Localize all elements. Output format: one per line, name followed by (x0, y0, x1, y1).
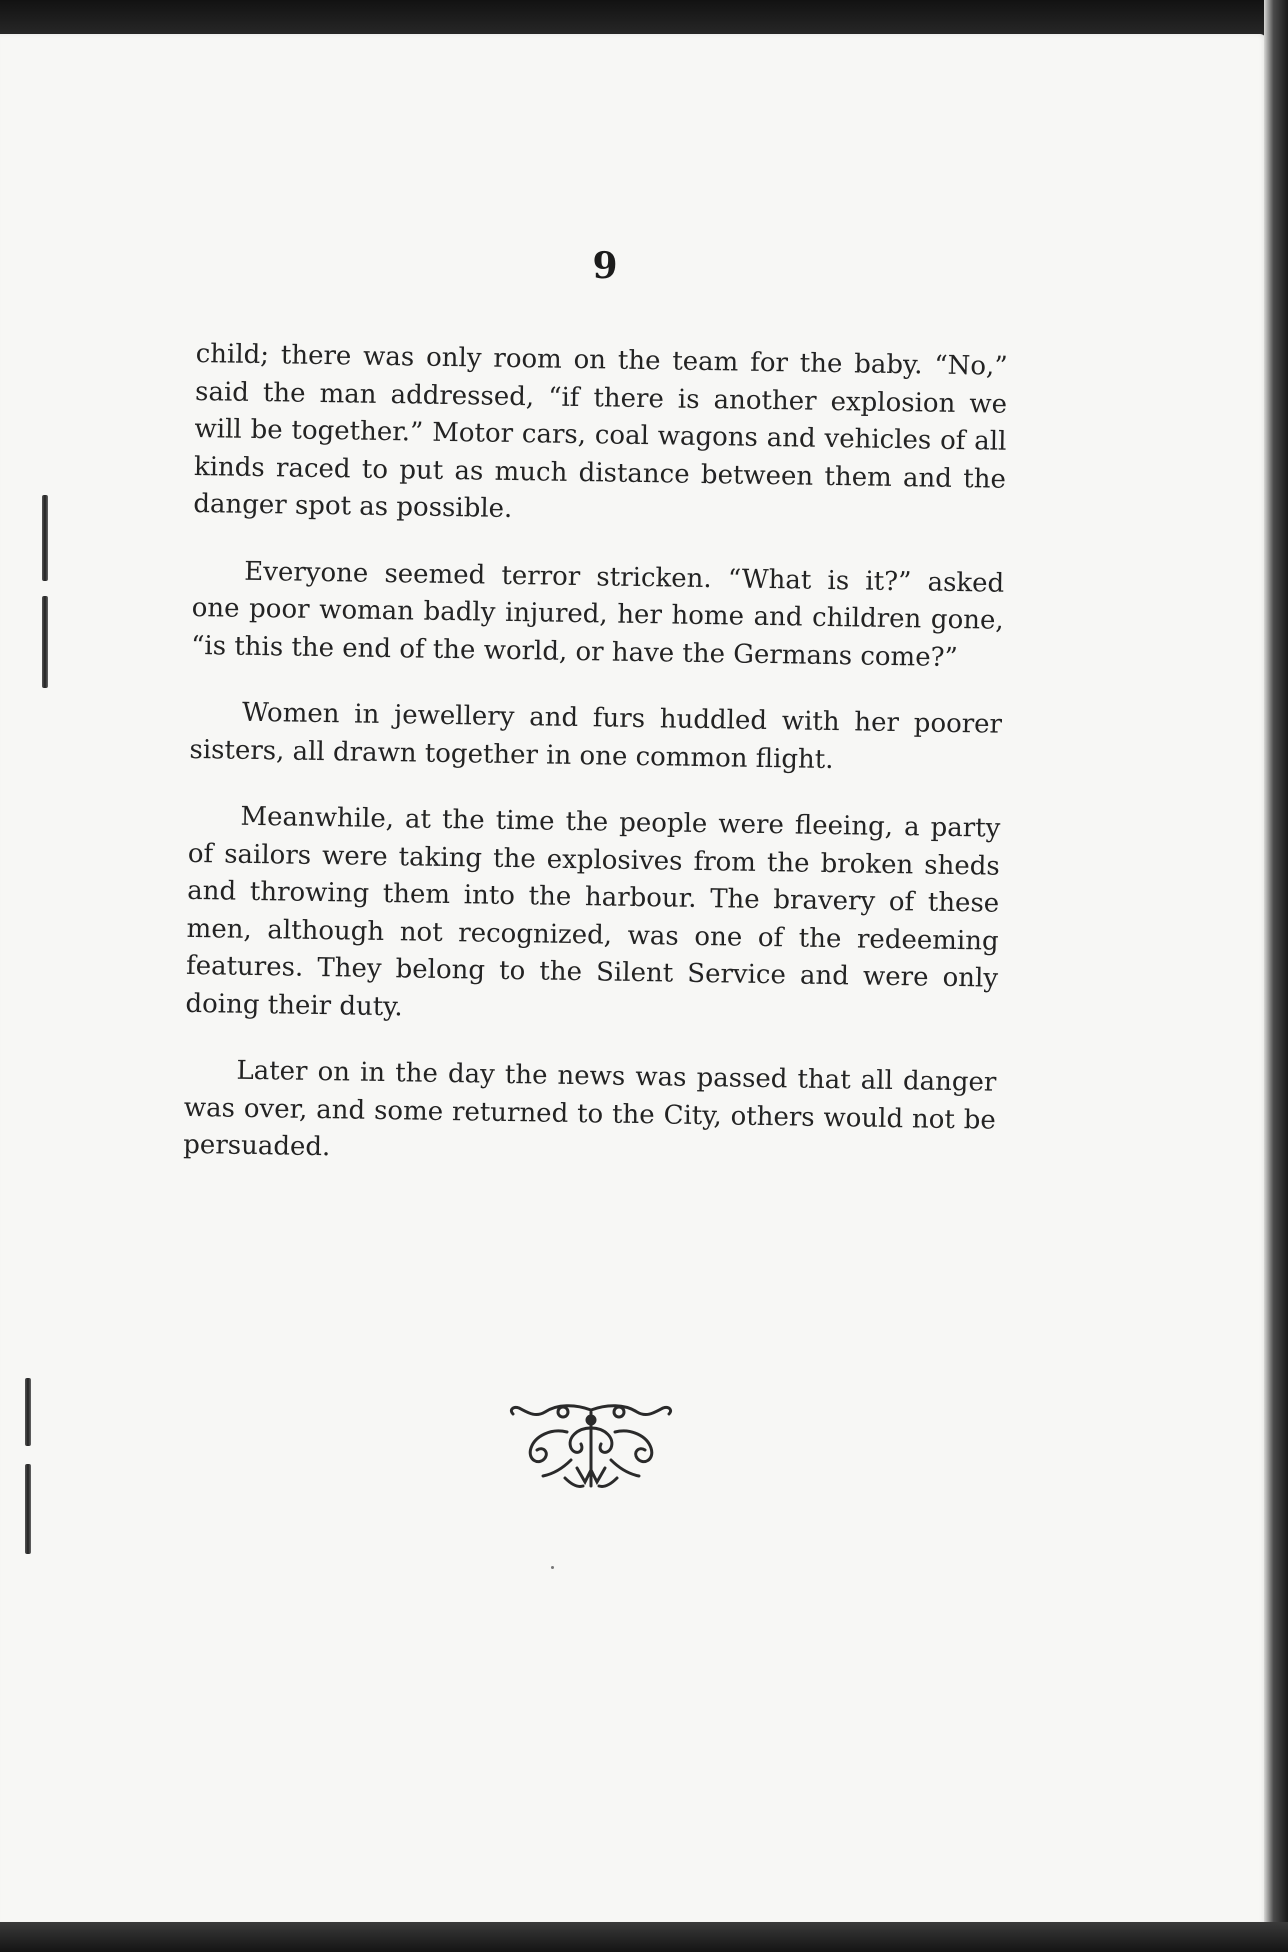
binding-staple-lower-top (25, 1378, 31, 1446)
binding-staple-upper-bottom (42, 596, 48, 688)
paragraph-3: Women in jewellery and furs huddled with her poorer sisters, all drawn together in one common flight. (189, 697, 1003, 775)
scan-right-edge (1264, 0, 1288, 1952)
paragraph-2: Everyone seemed terror stricken. “What is it?” asked one poor woman badly injured, her home and children gone, “is this the end of the world, or have the Germans come?” (190, 556, 1005, 673)
paper-speck (551, 1566, 554, 1569)
paragraph-1: child; there was only room on the team for the baby. “No,” said the man addressed, “if there is another explosion we will be together.” Motor cars, coal wagons and vehicles of all kinds raced to put as much distance between them and the danger spot as possible. (193, 338, 1008, 524)
page-number: 9 (592, 245, 618, 287)
paragraph-5: Later on in the day the news was passed that all danger was over, and some returned to the City, others would not be persuaded. (183, 1055, 997, 1163)
binding-staple-lower-bottom (25, 1464, 31, 1554)
body-text (183, 336, 1008, 1206)
binding-staple-upper-top (42, 495, 48, 581)
floral-scroll-ornament-icon (505, 1398, 677, 1498)
paragraph-4: Meanwhile, at the time the people were fleeing, a party of sailors were taking the explosives from the broken sheds and throwing them into the harbour. The bravery of these men, although not recognized, was one of the redeeming features. They belong to the Silent Service and were only doing their duty. (185, 801, 1001, 1022)
scan-bottom-edge (0, 1922, 1288, 1952)
